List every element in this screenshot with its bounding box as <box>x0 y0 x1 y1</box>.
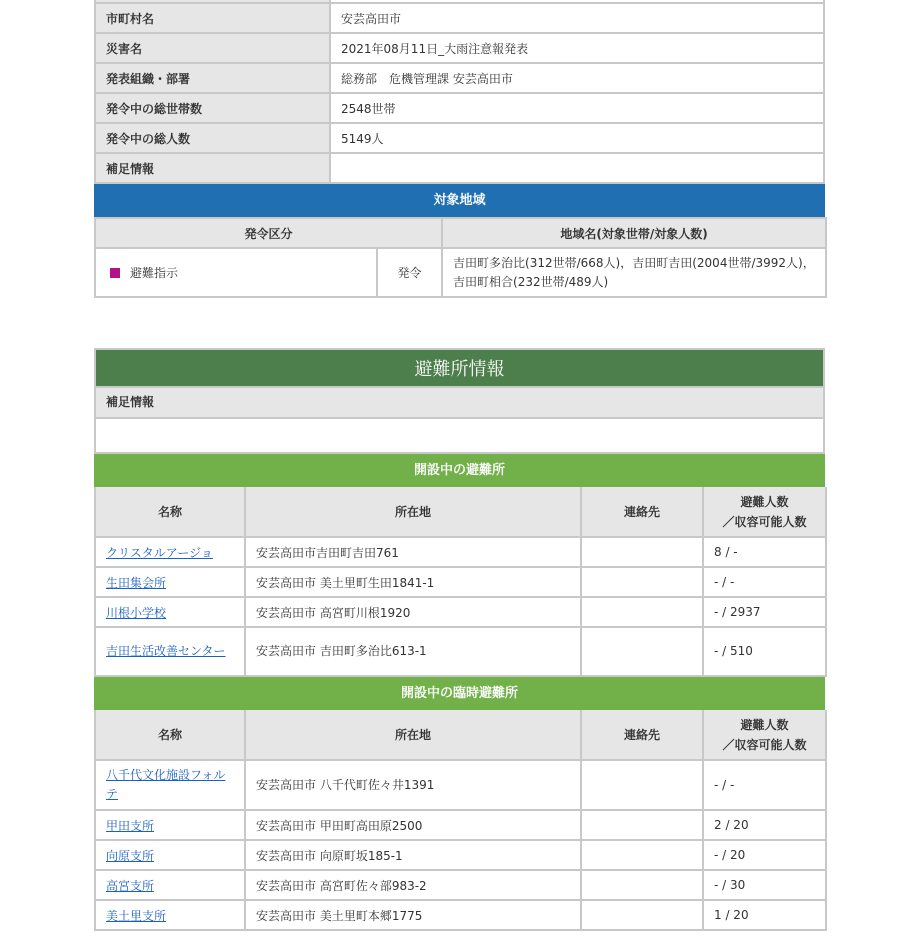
shelter-contact <box>581 760 703 810</box>
shelter-address: 安芸高田市 向原町坂185-1 <box>245 840 581 870</box>
shelter-name-link[interactable]: 高宮支所 <box>106 878 155 893</box>
shelter-address: 安芸高田市 高宮町佐々部983-2 <box>245 870 581 900</box>
disaster-info-table <box>94 0 825 184</box>
shelter-name-link[interactable]: 美土里支所 <box>106 908 167 923</box>
shelter-capacity: 2 / 20 <box>703 810 826 840</box>
temporary-shelters-header: 開設中の臨時避難所 <box>94 677 825 710</box>
shelter-address: 安芸高田市 吉田町多治比613-1 <box>245 627 581 676</box>
info-value: 2548世帯 <box>330 93 824 123</box>
shelter-address: 安芸高田市 高宮町川根1920 <box>245 597 581 627</box>
shelter-row <box>95 810 826 840</box>
shelter-contact <box>581 627 703 676</box>
col-capacity-line1: 避難人数 <box>740 717 789 732</box>
info-label: 市町村名 <box>95 3 330 33</box>
col-capacity-header <box>703 487 826 537</box>
shelter-note-label: 補足情報 <box>94 388 825 419</box>
shelter-name-link[interactable]: 甲田支所 <box>106 818 155 833</box>
open-shelters-header: 開設中の避難所 <box>94 454 825 487</box>
col-capacity-line2: ／収容可能人数 <box>722 737 807 752</box>
target-status: 発令 <box>377 248 442 297</box>
info-label: 発令中の総人数 <box>95 123 330 153</box>
shelter-name-cell <box>95 537 245 567</box>
shelter-capacity: - / 30 <box>703 870 826 900</box>
shelter-info-panel <box>94 348 825 931</box>
target-kind-label: 避難指示 <box>130 266 179 280</box>
shelter-name-cell <box>95 567 245 597</box>
col-capacity-header <box>703 710 826 760</box>
info-row <box>95 123 824 153</box>
shelter-address: 安芸高田市 美土里町生田1841-1 <box>245 567 581 597</box>
shelter-contact <box>581 870 703 900</box>
shelter-contact <box>581 537 703 567</box>
shelter-capacity: 8 / - <box>703 537 826 567</box>
col-capacity-line1: 避難人数 <box>740 494 789 509</box>
shelter-row <box>95 900 826 930</box>
shelter-row <box>95 627 826 676</box>
info-row <box>95 63 824 93</box>
info-value: 総務部 危機管理課 安芸高田市 <box>330 63 824 93</box>
info-row <box>95 3 824 33</box>
shelter-info-header: 避難所情報 <box>94 348 825 388</box>
disaster-info-panel <box>94 0 825 298</box>
target-area-table <box>94 217 827 298</box>
shelter-row <box>95 597 826 627</box>
shelter-capacity: - / 2937 <box>703 597 826 627</box>
info-value: 安芸高田市 <box>330 3 824 33</box>
shelter-address: 安芸高田市 八千代町佐々井1391 <box>245 760 581 810</box>
shelter-contact <box>581 597 703 627</box>
info-row <box>95 33 824 63</box>
evacuation-order-marker-icon <box>110 268 120 278</box>
temporary-shelters-table <box>94 710 827 931</box>
target-areas: 吉田町多治比(312世帯/668人)，吉田町吉田(2004世帯/3992人)，吉田町相合(232世帯/489人) <box>442 248 826 297</box>
shelter-contact <box>581 810 703 840</box>
info-row <box>95 93 824 123</box>
shelter-note-value <box>94 419 825 454</box>
target-areas-header: 地域名(対象世帯/対象人数) <box>442 218 826 248</box>
shelter-row <box>95 760 826 810</box>
shelter-contact <box>581 900 703 930</box>
target-row <box>95 248 826 297</box>
target-area-header: 対象地域 <box>94 184 825 217</box>
info-value: 2021年08月11日_大雨注意報発表 <box>330 33 824 63</box>
shelter-address: 安芸高田市 甲田町高田原2500 <box>245 810 581 840</box>
info-label: 発令中の総世帯数 <box>95 93 330 123</box>
shelter-row <box>95 567 826 597</box>
open-shelters-table <box>94 487 827 677</box>
shelter-name-link[interactable]: 向原支所 <box>106 848 155 863</box>
shelter-row <box>95 840 826 870</box>
shelter-capacity: 1 / 20 <box>703 900 826 930</box>
shelter-contact <box>581 567 703 597</box>
shelter-capacity: - / - <box>703 567 826 597</box>
shelter-capacity: - / 510 <box>703 627 826 676</box>
shelter-name-cell <box>95 810 245 840</box>
info-label: 災害名 <box>95 33 330 63</box>
shelter-address: 安芸高田市吉田町吉田761 <box>245 537 581 567</box>
shelter-name-cell <box>95 840 245 870</box>
shelter-name-link[interactable]: 吉田生活改善センター <box>106 644 226 658</box>
col-address-header: 所在地 <box>245 487 581 537</box>
info-label: 補足情報 <box>95 153 330 183</box>
col-contact-header: 連絡先 <box>581 710 703 760</box>
target-kind-cell <box>95 248 377 297</box>
shelter-contact <box>581 840 703 870</box>
shelter-row <box>95 537 826 567</box>
shelter-name-link[interactable]: クリスタルアージョ <box>106 545 213 560</box>
shelter-row <box>95 870 826 900</box>
col-address-header: 所在地 <box>245 710 581 760</box>
col-capacity-line2: ／収容可能人数 <box>722 514 807 529</box>
shelter-name-cell <box>95 627 245 676</box>
shelter-capacity: - / 20 <box>703 840 826 870</box>
target-kind-header: 発令区分 <box>95 218 442 248</box>
shelter-name-cell <box>95 597 245 627</box>
shelter-name-link[interactable]: 八千代文化施設フォルテ <box>106 768 226 801</box>
shelter-name-cell <box>95 870 245 900</box>
shelter-name-link[interactable]: 生田集会所 <box>106 575 167 590</box>
shelter-name-cell <box>95 900 245 930</box>
col-name-header: 名称 <box>95 487 245 537</box>
col-contact-header: 連絡先 <box>581 487 703 537</box>
shelter-capacity: - / - <box>703 760 826 810</box>
info-row <box>95 153 824 183</box>
shelter-address: 安芸高田市 美土里町本郷1775 <box>245 900 581 930</box>
shelter-name-cell <box>95 760 245 810</box>
shelter-name-link[interactable]: 川根小学校 <box>106 605 167 620</box>
info-value: 5149人 <box>330 123 824 153</box>
info-label: 発表組織・部署 <box>95 63 330 93</box>
info-value <box>330 153 824 183</box>
col-name-header: 名称 <box>95 710 245 760</box>
